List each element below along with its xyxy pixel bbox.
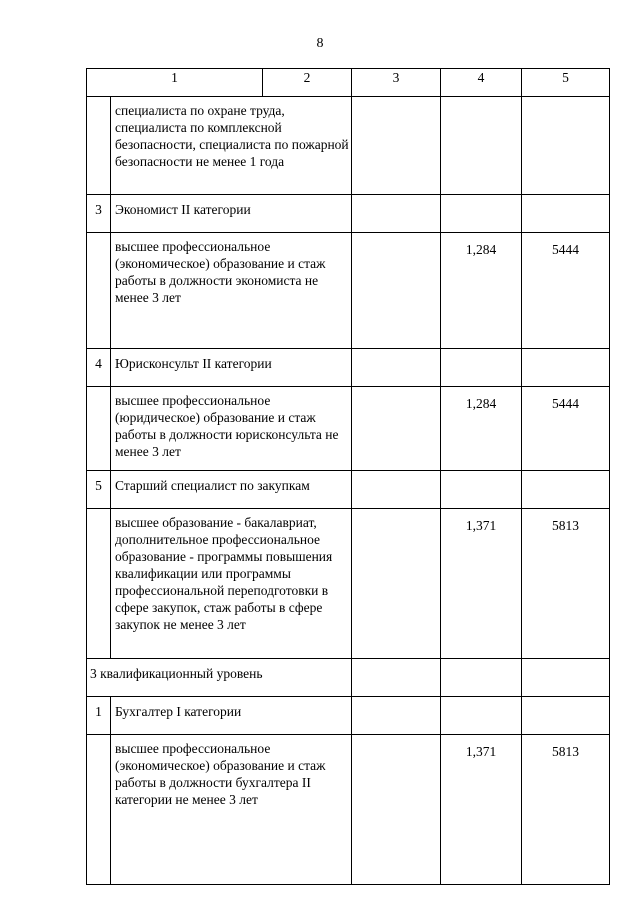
salary-table xyxy=(86,68,610,885)
coefficient-value: 1,284 xyxy=(441,387,522,471)
coefficient-value: 1,284 xyxy=(441,233,522,349)
position-title: Старший специалист по закупкам xyxy=(111,471,352,509)
column-header-1: 1 xyxy=(87,69,263,97)
table-row xyxy=(87,97,610,195)
position-number: 4 xyxy=(87,349,111,387)
requirement-text: высшее образование - бакалавриат, дополнительное профессиональное образование - программы повышения квалификации или программы профессиональной переподготовки в сфере закупок, стаж работы в сфере закупок не менее 3 лет xyxy=(111,509,352,659)
qualification-level-heading: 3 квалификационный уровень xyxy=(87,659,352,697)
requirement-text: специалиста по охране труда, специалиста по комплексной безопасности, специалиста по пожарной безопасности не менее 1 года xyxy=(111,97,352,195)
position-title: Бухгалтер I категории xyxy=(111,697,352,735)
column-header-4: 4 xyxy=(441,69,522,97)
table-row xyxy=(87,659,610,697)
requirement-text: высшее профессиональное (экономическое) образование и стаж работы в должности экономиста не менее 3 лет xyxy=(111,233,352,349)
salary-value: 5444 xyxy=(522,387,610,471)
table-row xyxy=(87,195,610,233)
position-number: 5 xyxy=(87,471,111,509)
table-row xyxy=(87,471,610,509)
coefficient-value: 1,371 xyxy=(441,735,522,885)
salary-value: 5813 xyxy=(522,735,610,885)
table-row xyxy=(87,387,610,471)
position-title: Экономист II категории xyxy=(111,195,352,233)
position-title: Юрисконсульт II категории xyxy=(111,349,352,387)
salary-value: 5813 xyxy=(522,509,610,659)
table-row xyxy=(87,735,610,885)
table-row xyxy=(87,233,610,349)
table-row xyxy=(87,697,610,735)
page-number: 8 xyxy=(316,36,324,51)
column-header-5: 5 xyxy=(522,69,610,97)
position-number: 1 xyxy=(87,697,111,735)
salary-value: 5444 xyxy=(522,233,610,349)
table-row xyxy=(87,509,610,659)
column-header-3: 3 xyxy=(352,69,441,97)
table-header-row xyxy=(87,69,610,97)
requirement-text: высшее профессиональное (экономическое) образование и стаж работы в должности бухгалтера II категории не менее 3 лет xyxy=(111,735,352,885)
column-header-2: 2 xyxy=(263,69,352,97)
table-row xyxy=(87,349,610,387)
coefficient-value: 1,371 xyxy=(441,509,522,659)
position-number: 3 xyxy=(87,195,111,233)
requirement-text: высшее профессиональное (юридическое) образование и стаж работы в должности юрисконсульта не менее 3 лет xyxy=(111,387,352,471)
